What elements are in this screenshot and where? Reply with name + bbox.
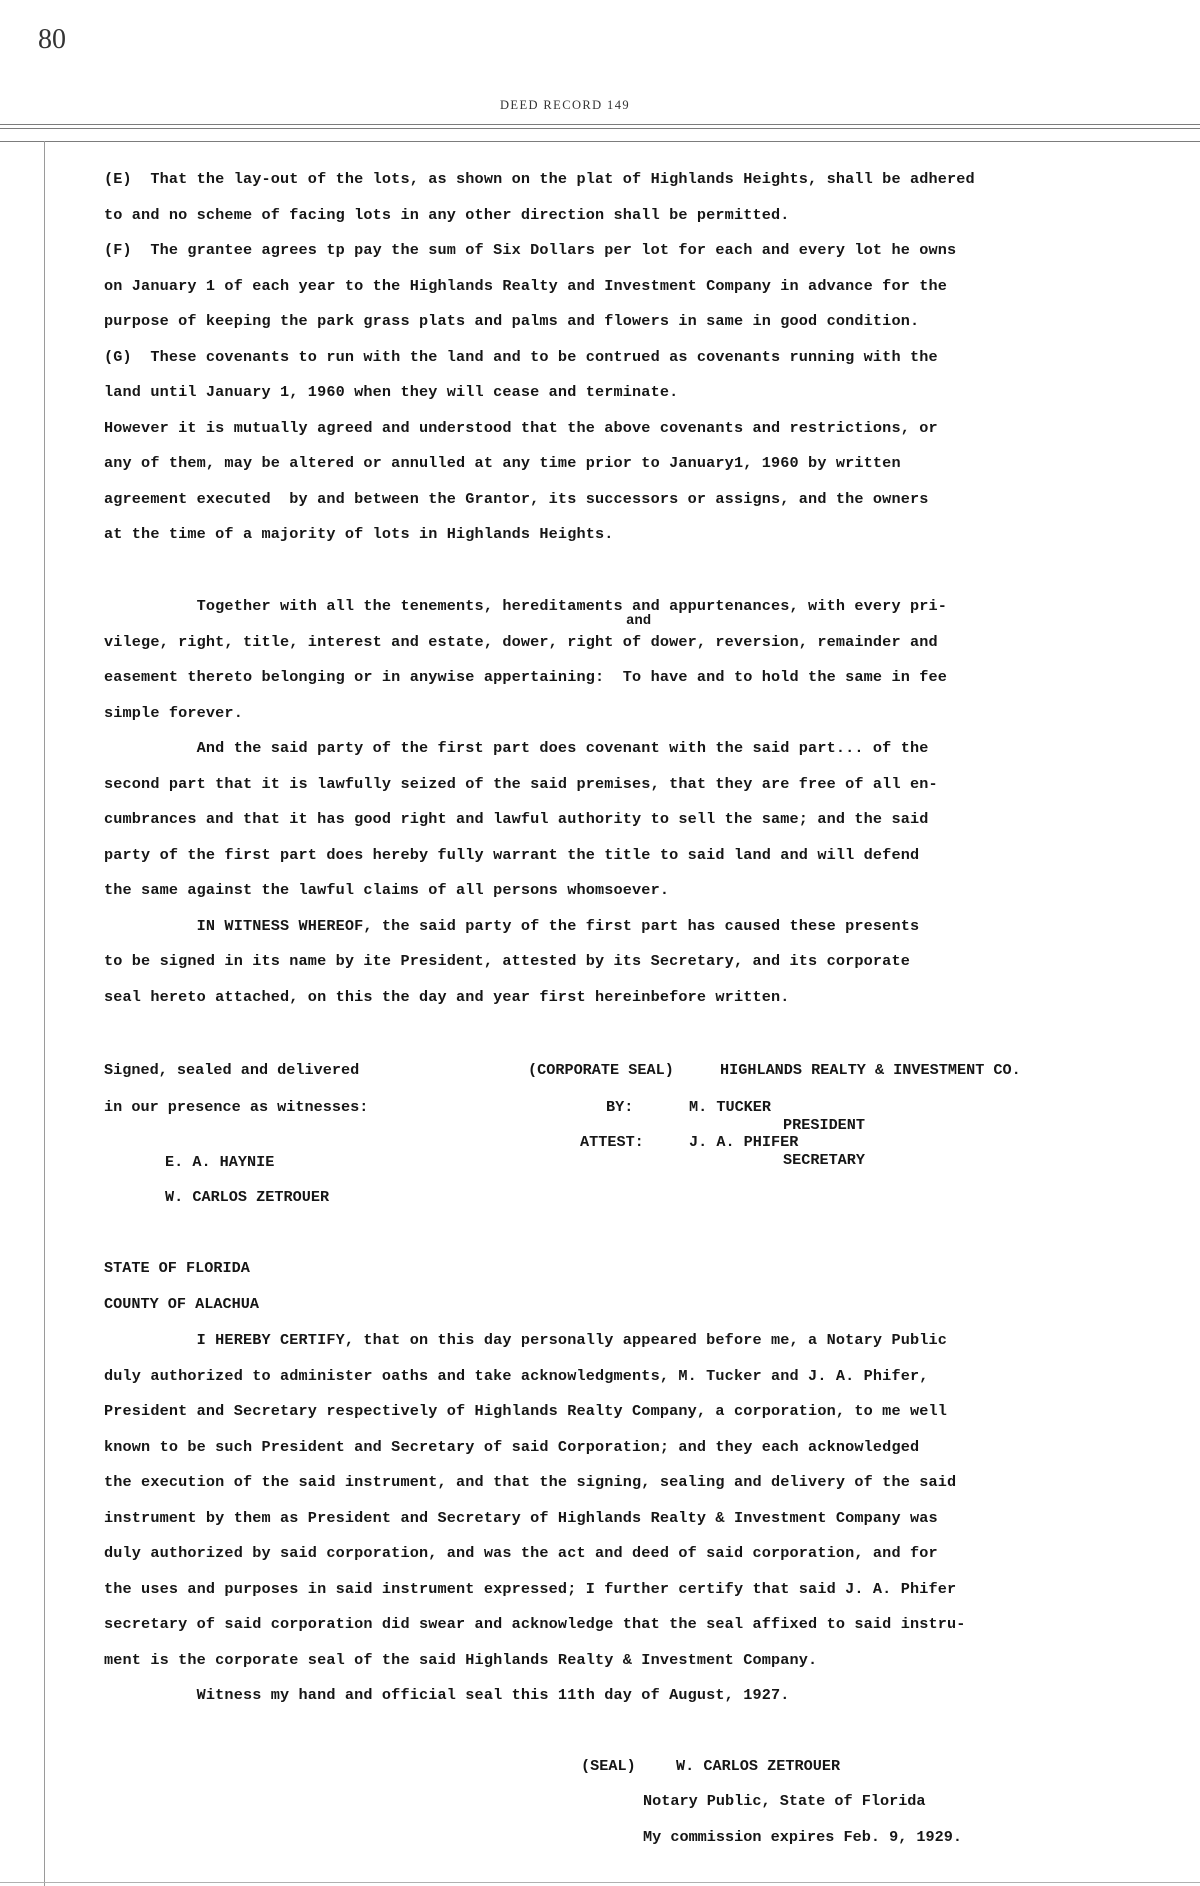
covenant-line: (E) That the lay-out of the lots, as shown on the plat of Highlands Heights, shall be adhered [104, 170, 975, 188]
acknowledgment-line: instrument by them as President and Secretary of Highlands Realty & Investment Company was [104, 1509, 938, 1527]
warranty-line: And the said party of the first part does covenant with the said part... of the [104, 739, 929, 757]
header-rule-mid [0, 128, 1200, 129]
warranty-line: the same against the lawful claims of all persons whomsoever. [104, 881, 670, 899]
acknowledgment-line: duly authorized by said corporation, and was the act and deed of said corporation, and for [104, 1544, 938, 1562]
attest-label: ATTEST: [580, 1133, 644, 1151]
covenant-line: (G) These covenants to run with the land and to be contrued as covenants running with the [104, 348, 938, 366]
signed-sealed-label: Signed, sealed and delivered [104, 1061, 360, 1079]
witness-presence-label: in our presence as witnesses: [104, 1098, 369, 1116]
habendum-line: easement thereto belonging or in anywise appertaining: To have and to hold the same in fee [104, 668, 948, 686]
header-rule-top [0, 124, 1200, 125]
witness-signature: E. A. HAYNIE [165, 1153, 275, 1171]
left-margin-rule [44, 141, 45, 1886]
notary-commission: My commission expires Feb. 9, 1929. [643, 1828, 962, 1846]
testimonium-line: seal hereto attached, on this the day and year first hereinbefore written. [104, 988, 790, 1006]
testimonium-line: to be signed in its name by ite President, attested by its Secretary, and its corporate [104, 952, 910, 970]
habendum-line: simple forever. [104, 704, 243, 722]
testimonium-line: IN WITNESS WHEREOF, the said party of the first part has caused these presents [104, 917, 920, 935]
venue-county: COUNTY OF ALACHUA [104, 1295, 259, 1313]
by-label: BY: [606, 1098, 634, 1116]
covenant-line: (F) The grantee agrees tp pay the sum of Six Dollars per lot for each and every lot he owns [104, 241, 957, 259]
page-number: 80 [38, 24, 66, 55]
covenant-line: to and no scheme of facing lots in any other direction shall be permitted. [104, 206, 790, 224]
warranty-line: second part that it is lawfully seized of the said premises, that they are free of all en- [104, 775, 938, 793]
covenant-line: on January 1 of each year to the Highlands Realty and Investment Company in advance for the [104, 277, 948, 295]
acknowledgment-line: duly authorized to administer oaths and take acknowledgments, M. Tucker and J. A. Phifer, [104, 1367, 929, 1385]
covenant-line: purpose of keeping the park grass plats and palms and flowers in same in good condition. [104, 312, 920, 330]
habendum-line: Together with all the tenements, hereditaments and appurtenances, with every pri- [104, 597, 948, 615]
witness-signature: W. CARLOS ZETROUER [165, 1188, 330, 1206]
acknowledgment-line: ment is the corporate seal of the said Highlands Realty & Investment Company. [104, 1651, 818, 1669]
covenant-line: However it is mutually agreed and understood that the above covenants and restrictions, or [104, 419, 938, 437]
covenant-line: land until January 1, 1960 when they will cease and terminate. [104, 383, 679, 401]
venue-state: STATE OF FLORIDA [104, 1259, 250, 1277]
notary-title: Notary Public, State of Florida [643, 1792, 926, 1810]
acknowledgment-line: President and Secretary respectively of Highlands Realty Company, a corporation, to me well [104, 1402, 948, 1420]
acknowledgment-line: the uses and purposes in said instrument expressed; I further certify that said J. A. Phifer [104, 1580, 957, 1598]
warranty-line: cumbrances and that it has good right and lawful authority to sell the same; and the said [104, 810, 929, 828]
notary-name: W. CARLOS ZETROUER [676, 1757, 841, 1775]
covenant-line: at the time of a majority of lots in Highlands Heights. [104, 525, 614, 543]
secretary-title: SECRETARY [783, 1151, 866, 1169]
covenant-line: any of them, may be altered or annulled at any time prior to January1, 1960 by written [104, 454, 901, 472]
page-bottom-rule [0, 1882, 1200, 1883]
acknowledgment-line: known to be such President and Secretary of said Corporation; and they each acknowledged [104, 1438, 920, 1456]
running-head: DEED RECORD 149 [499, 98, 631, 112]
corporate-seal-label: (CORPORATE SEAL) [528, 1061, 674, 1079]
company-name: HIGHLANDS REALTY & INVESTMENT CO. [720, 1061, 1021, 1079]
interlined-word: and [626, 613, 652, 629]
acknowledgment-line: secretary of said corporation did swear and acknowledge that the seal affixed to said instru- [104, 1615, 966, 1633]
header-rule-bottom [0, 141, 1200, 142]
acknowledgment-line: I HEREBY CERTIFY, that on this day personally appeared before me, a Notary Public [104, 1331, 948, 1349]
president-name: M. TUCKER [689, 1098, 772, 1116]
warranty-line: party of the first part does hereby fully warrant the title to said land and will defend [104, 846, 920, 864]
habendum-line: vilege, right, title, interest and estate, dower, right of dower, reversion, remainder and [104, 633, 938, 651]
notary-seal-label: (SEAL) [581, 1757, 636, 1775]
acknowledgment-line: Witness my hand and official seal this 11th day of August, 1927. [104, 1686, 790, 1704]
covenant-line: agreement executed by and between the Grantor, its successors or assigns, and the owners [104, 490, 929, 508]
president-title: PRESIDENT [783, 1116, 866, 1134]
acknowledgment-line: the execution of the said instrument, and that the signing, sealing and delivery of the said [104, 1473, 957, 1491]
secretary-name: J. A. PHIFER [689, 1133, 799, 1151]
